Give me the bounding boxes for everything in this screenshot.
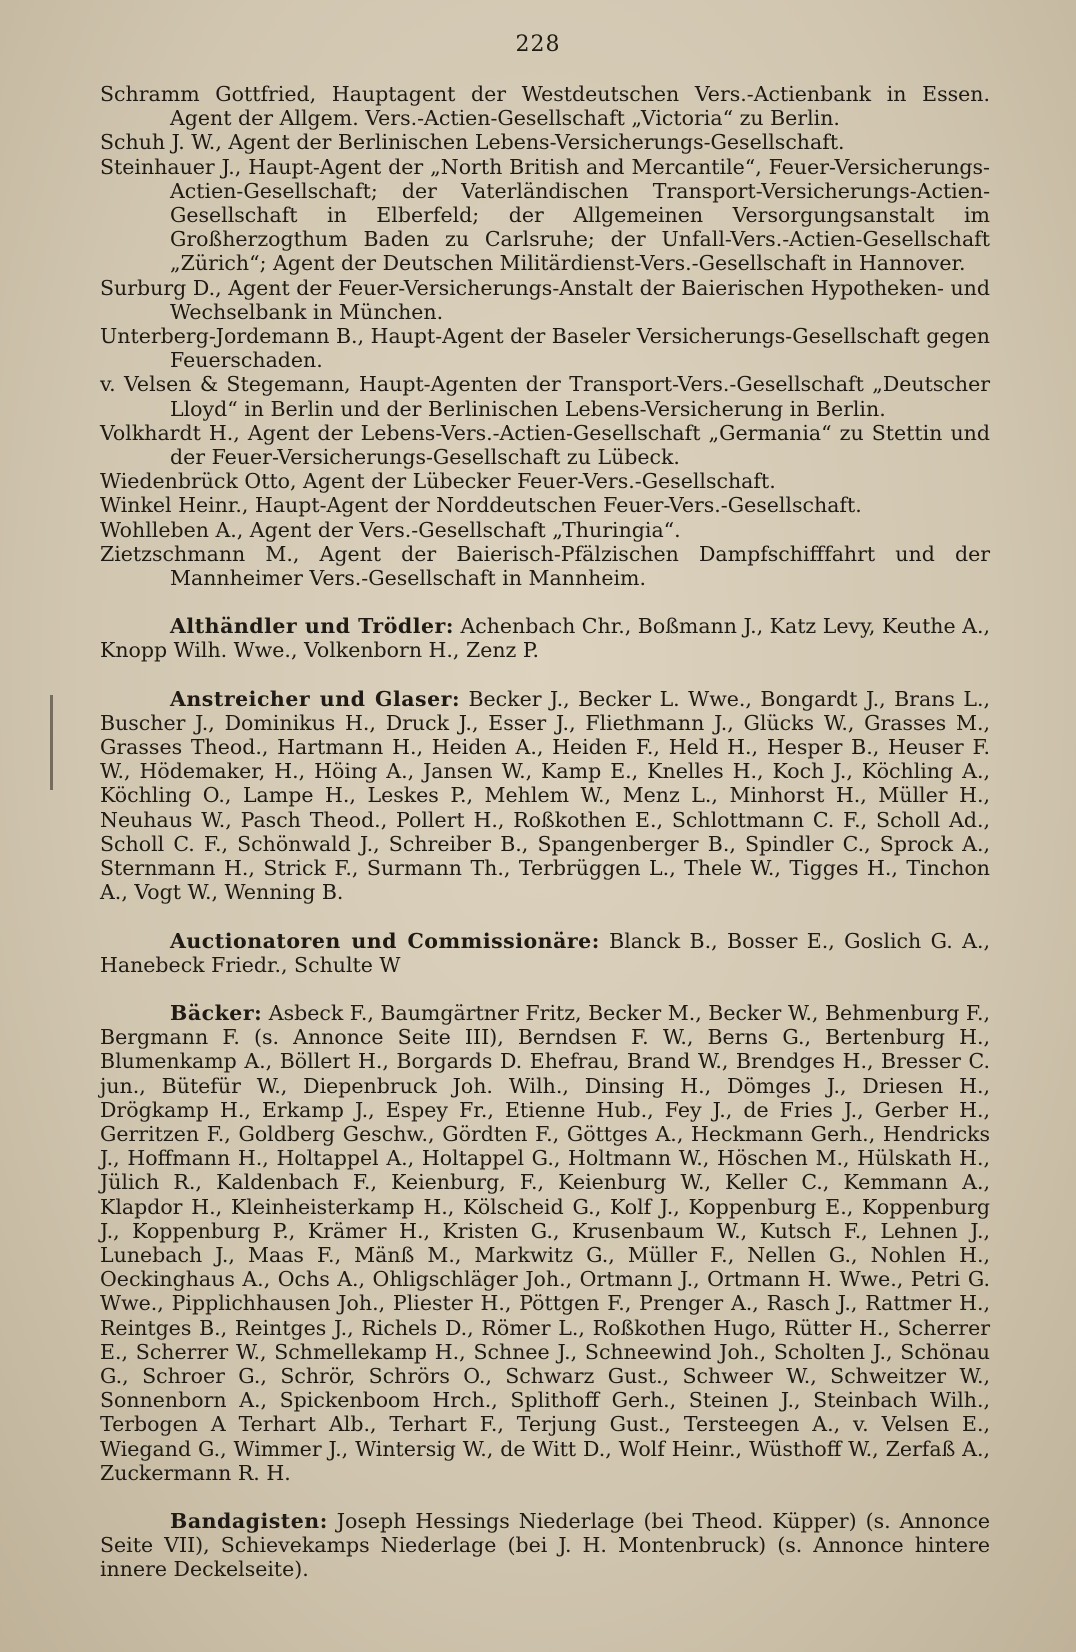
- entry-surburg: Surburg D., Agent der Feuer-Versicherungs-Anstalt der Baierischen Hypotheken- und Wechselbank in München.: [100, 275, 990, 324]
- section-text: Joseph Hessings Niederlage (bei Theod. Küpper) (s. Annonce Seite VII), Schievekamps Niederlage (bei J. H. Montenbruck) (s. Annonce hintere innere Deckelseite).: [100, 1508, 990, 1582]
- section-text: Achenbach Chr., Boßmann J., Katz Levy, Keuthe A., Knopp Wilh. Wwe., Volkenborn H., Zenz P.: [100, 614, 990, 663]
- section-gap: [100, 663, 990, 687]
- section-gap: [100, 1485, 990, 1509]
- entry-schuh: Schuh J. W., Agent der Berlinischen Lebens-Versicherungs-Gesellschaft.: [100, 130, 845, 155]
- section-heading: Bäcker:: [170, 1000, 263, 1025]
- page-number: 228: [515, 32, 561, 57]
- entry-wohlleben: Wohlleben A., Agent der Vers.-Gesellschaft „Thuringia“.: [100, 517, 681, 542]
- section-text: Blanck B., Bosser E., Goslich G. A., Hanebeck Friedr., Schulte W: [100, 928, 990, 977]
- section-gap: [100, 590, 990, 614]
- entry-volkhardt: Volkhardt H., Agent der Lebens-Vers.-Actien-Gesellschaft „Germania“ zu Stettin und der Feuer-Versicherungs-Gesellschaft zu Lübeck.: [100, 420, 990, 470]
- section-gap: [100, 977, 990, 1001]
- margin-pencil-mark: [50, 695, 53, 790]
- section-heading: Anstreicher und Glaser:: [170, 686, 461, 711]
- section-heading: Althändler und Trödler:: [170, 614, 454, 639]
- section-bandagisten: [100, 1509, 990, 1582]
- section-text: Asbeck F., Baumgärtner Fritz, Becker M., Becker W., Behmenburg F., Bergmann F. (s. Annonce Seite III), Berndsen F. W., Berns G., Bertenburg H., Blumenkamp A., Böllert H., Borgards D. Ehefrau, Brand W., Brendges H., Bresser C. jun., Bütefür W., Diepenbruck Joh. Wilh., Dinsing H., Dömges J., Driesen H., Drögkamp H., Erkamp J., Espey Fr., Etienne Hub., Fey J., de Fries J., Gerber H., Gerritzen F., Goldberg Geschw., Gördten F., Göttges A., Heckmann Gerh., Hendricks J., Hoffmann H., Holtappel A., Holtappel G., Holtmann W., Höschen M., Hülskath H., Jülich R., Kaldenbach F., Keienburg, F., Keienburg W., Keller C., Kemmann A., Klapdor H., Kleinheisterkamp H., Kölscheid G., Kolf J., Koppenburg E., Koppenburg J., Koppenburg P., Krämer H., Kristen G., Krusenbaum W., Kutsch F., Lehnen J., Lunebach J., Maas F., Mänß M., Markwitz G., Müller F., Nellen G., Nohlen H., Oeckinghaus A., Ochs A., Ohligschläger Joh., Ortmann J., Ortmann H. Wwe., Petri G. Wwe., Pipplichhausen Joh., Pliester H., Pöttgen F., Prenger A., Rasch J., Rattmer H., Reintges B., Reintges J., Richels D., Römer L., Roßkothen Hugo, Rütter H., Scherrer E., Scherrer W., Schmellekamp H., Schnee J., Schneewind Joh., Scholten J., Schönau G., Schroer G., Schrör, Schrörs O., Schwarz Gust., Schweer W., Schweitzer W., Sonnenborn A., Spickenboom Hrch., Splithoff Gerh., Steinen J., Steinbach Wilh., Terbogen A Terhart Alb., Terhart F., Terjung Gust., Tersteegen A., v. Velsen E., Wiegand G., Wimmer J., Wintersig W., de Witt D., Wolf Heinr., Wüsthoff W., Zerfaß A., Zuckermann R. H.: [100, 1000, 990, 1485]
- section-text: Becker J., Becker L. Wwe., Bongardt J., Brans L., Buscher J., Dominikus H., Druck J., Esser J., Fliethmann J., Glücks W., Grasses M., Grasses Theod., Hartmann H., Heiden A., Heiden F., Held H., Hesper B., Heuser F. W., Hödemaker, H., Höing A., Jansen W., Kamp E., Knelles H., Koch J., Köchling A., Köchling O., Lampe H., Leskes P., Mehlem W., Menz L., Minhorst H., Müller H., Neuhaus W., Pasch Theod., Pollert H., Roßkothen E., Schlottmann C. F., Scholl Ad., Scholl C. F., Schönwald J., Schreiber B., Spangenberger B., Spindler C., Sprock A., Sternmann H., Strick F., Surmann Th., Terbrüggen L., Thele W., Tigges H., Tinchon A., Vogt W., Wenning B.: [100, 686, 990, 905]
- section-baecker: [100, 1001, 990, 1485]
- entry-zietzschmann: Zietzschmann M., Agent der Baierisch-Pfälzischen Dampfschifffahrt und der Mannheimer Vers.-Gesellschaft in Mannheim.: [100, 541, 990, 591]
- section-anstreicher: [100, 687, 990, 905]
- entry-steinhauer: Steinhauer J., Haupt-Agent der „North British and Mercantile“, Feuer-Versicherungs-Actien-Gesellschaft; der Vaterländischen Transport-Versicherungs-Actien-Gesellschaft in Elberfeld; der Allgemeinen Versorgungsanstalt im Großherzogthum Baden zu Carlsruhe; der Unfall-Vers.-Actien-Gesellschaft „Zürich“; Agent der Deutschen Militärdienst-Vers.-Gesellschaft in Hannover.: [100, 154, 990, 276]
- entry-velsen-stegemann: v. Velsen & Stegemann, Haupt-Agenten der Transport-Vers.-Gesellschaft „Deutscher Lloyd“ in Berlin und der Berlinischen Lebens-Versicherung in Berlin.: [100, 372, 990, 421]
- page-content: [100, 82, 990, 1582]
- entry-wiedenbrueck: Wiedenbrück Otto, Agent der Lübecker Feuer-Vers.-Gesellschaft.: [100, 469, 776, 494]
- entry-schramm: Schramm Gottfried, Hauptagent der Westdeutschen Vers.-Actienbank in Essen. Agent der Allgem. Vers.-Actien-Gesellschaft „Victoria“ zu Berlin.: [100, 82, 990, 131]
- section-gap: [100, 905, 990, 929]
- section-heading: Auctionatoren und Commissionäre:: [170, 928, 600, 953]
- section-heading: Bandagisten:: [170, 1508, 328, 1533]
- section-auctionatoren: [100, 929, 990, 977]
- entry-winkel: Winkel Heinr., Haupt-Agent der Norddeutschen Feuer-Vers.-Gesellschaft.: [100, 493, 862, 518]
- section-althaendler: [100, 614, 990, 662]
- entry-unterberg: Unterberg-Jordemann B., Haupt-Agent der Baseler Versicherungs-Gesellschaft gegen Feuerschaden.: [100, 324, 990, 373]
